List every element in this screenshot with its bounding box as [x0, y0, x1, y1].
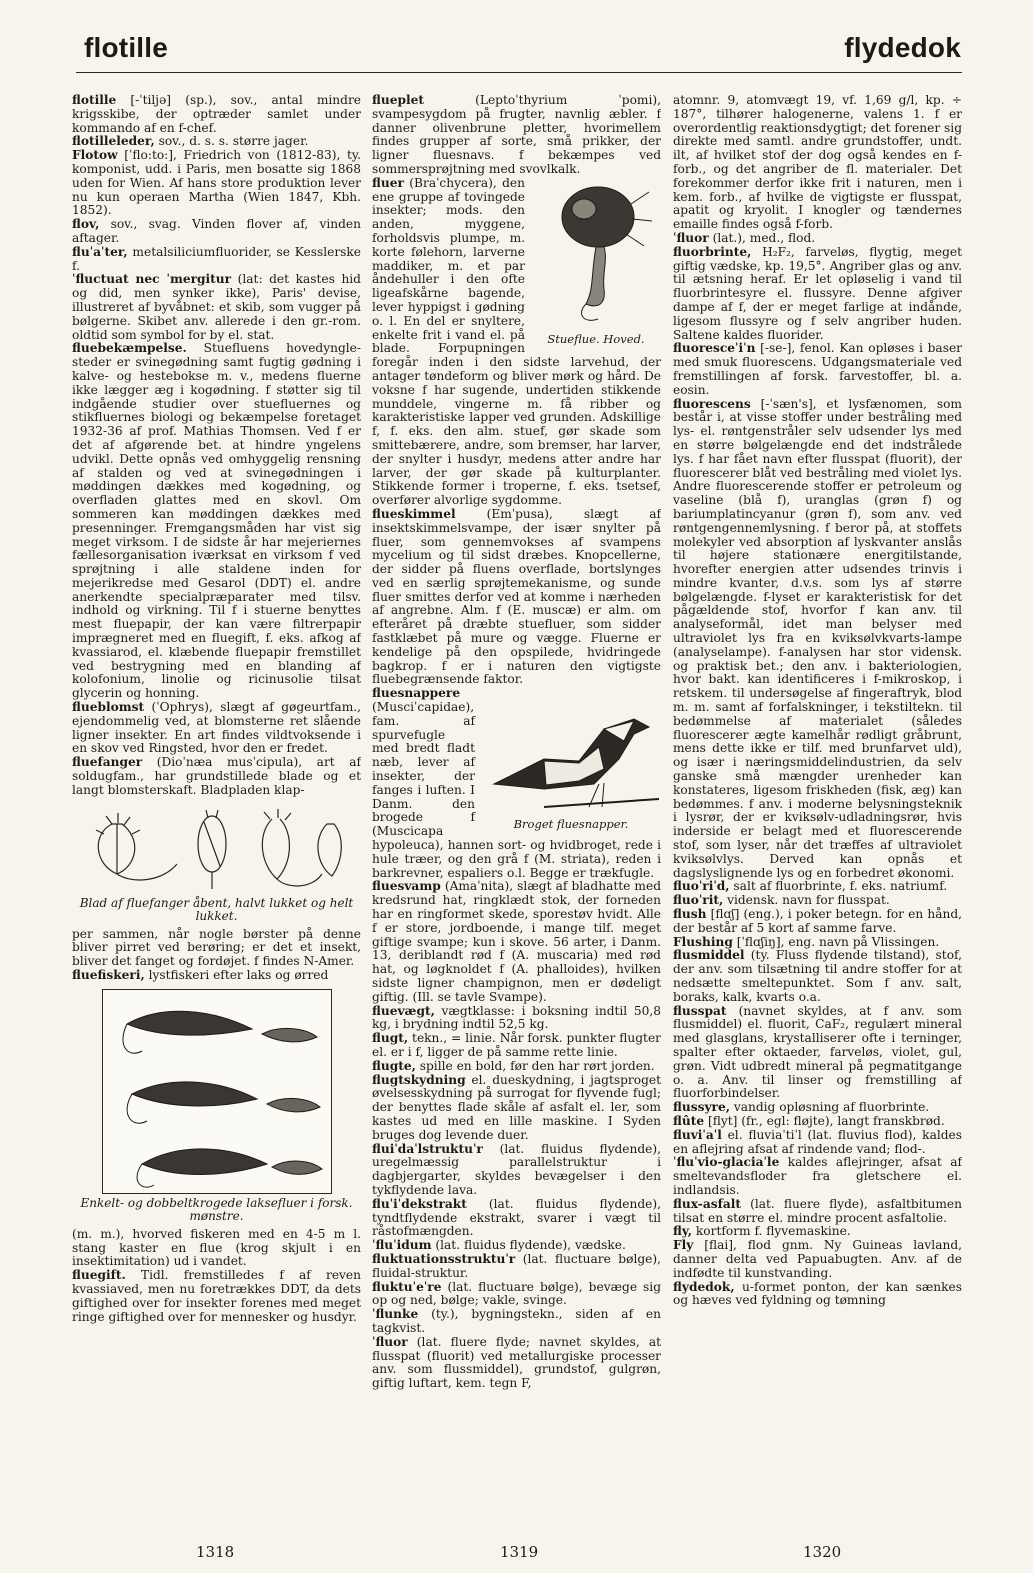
column-1	[72, 94, 361, 1514]
headword: fluˈiˈdekstrakt	[372, 1196, 467, 1211]
entry-text: [-se-], fenol. Kan opløses i baser med smuk fluorescens. Udgangsmateriale ved fremstillingen af forsk. farvestoffer, bl. a. eosin.	[673, 341, 962, 397]
headword: ˈfluˈvio-glaciaˈle	[673, 1155, 780, 1170]
headword: fluktuationsstruktuˈr	[372, 1251, 516, 1266]
dictionary-entry	[372, 1060, 661, 1074]
dictionary-entry	[72, 969, 361, 983]
dictionary-entry	[372, 1005, 661, 1033]
dictionary-entry	[372, 1032, 661, 1060]
entry-text: [flai], flod gnm. Ny Guineas lavland, danner delta ved Papuabugten. Anv. af de indfødte til kunstvanding.	[673, 1238, 962, 1280]
dictionary-entry	[72, 1228, 361, 1269]
entry-text: (lat. fluidus flydende), vædske.	[431, 1238, 626, 1253]
dictionary-entry	[673, 1156, 962, 1197]
headword: ˈflunke	[372, 1307, 419, 1322]
headword: flux-asfalt	[673, 1196, 741, 1211]
headword: ˈfluctuat nec ˈmergitur	[72, 272, 232, 287]
dictionary-entry	[372, 880, 661, 1004]
headword: ˈfluor	[372, 1334, 408, 1349]
dictionary-entry	[673, 1239, 962, 1280]
entry-text: (Leptoˈthyrium ˈpomi), svampesygdom på frugter, navnlig æbler. f danner olivenbrune pletter, hvorimellem findes grupper af sorte, små prikker, der ligner fluesnavs. f bekæmpes ved sommersprøjtning med svovlkalk.	[372, 94, 661, 176]
dictionary-entry	[72, 1269, 361, 1324]
headword: fluevægt,	[372, 1003, 435, 1018]
entry-text: vandig opløsning af fluorbrinte.	[729, 1100, 930, 1115]
figure-lakseflue	[72, 989, 361, 1223]
dictionary-entry	[673, 1005, 962, 1102]
headword: fluoˈrit,	[673, 893, 724, 908]
dictionary-entry	[72, 135, 361, 149]
page-number-1319: 1319	[500, 1543, 539, 1561]
headword: flov,	[72, 217, 100, 232]
salmon-flies-illustration	[102, 989, 332, 1194]
page-number-1318: 1318	[196, 1543, 235, 1561]
dictionary-entry	[673, 880, 962, 894]
dictionary-entry	[372, 94, 661, 177]
dictionary-entry	[372, 1074, 661, 1143]
dictionary-entry	[72, 756, 361, 797]
entry-text: (Dioˈnæa musˈcipula), art af soldugfam., har grundstillede blade og et langt blomsterskaft. Bladpladen klap-	[72, 755, 361, 797]
header-rule	[76, 72, 962, 73]
entry-text: vægtklasse: i boksning indtil 50,8 kg, i brydning indtil 52,5 kg.	[372, 1003, 661, 1032]
headword: Flotow	[72, 148, 118, 163]
entry-text: (lat. fluidus flydende), uregelmæssig parallelstruktur i dagbjergarter, skyldes bevægelser i den tykflydende lava.	[372, 1141, 661, 1197]
entry-text: Tidl. fremstilledes f af reven kvassiaved, men nu foretrækkes DDT, da dets giftighed over for insekter forenes med meget ringe giftighed over for mennesker og husdyr.	[72, 1268, 361, 1324]
dictionary-entry	[673, 342, 962, 397]
headword: flugte,	[372, 1058, 416, 1073]
dictionary-entry	[372, 1336, 661, 1391]
entry-text: metalsiliciumfluorider, se Kesslerske f.	[72, 244, 361, 273]
figure-lakseflue-caption: Enkelt- og dobbeltkrogede laksefluer i forsk. mønstre.	[80, 1195, 353, 1223]
figure-stueflue-caption: Stueflue. Hoved.	[547, 331, 645, 346]
headword: fluorescens	[673, 396, 751, 411]
column-3	[673, 94, 962, 1514]
entry-text: sov., d. s. s. større jager.	[154, 134, 309, 149]
dictionary-entry	[673, 1129, 962, 1157]
entry-text: (Amaˈnita), slægt af bladhatte med kredsrund hat, ringklædt stok, der forneden har en ringformet skede, sporestøv hvidt. Alle f er store, jordboende, i mange tilf. meget giftige svampe; kun i skove. 56 arter, i Danm. 13, deriblandt rød f (A. muscaria) med rød hat, og løgknoldet f (A. phalloides), hvilken sidste ligner champignon, men er dødeligt giftig. (Ill. se tavle Svampe).	[372, 879, 661, 1004]
headword: flusmiddel	[673, 948, 745, 963]
headword: flush	[673, 907, 707, 922]
running-head-right: flydedok	[844, 32, 961, 63]
entry-text: (lat. fluidus flydende), tyndtflydende ekstrakt, svarer i vægt til råstofmængden.	[372, 1196, 661, 1239]
figure-fluefanger-caption: Blad af fluefanger åbent, halvt lukket og helt lukket.	[79, 895, 354, 923]
entry-text: H₂F₂, farveløs, flygtig, meget giftig vædske, kp. 19,5°. Angriber glas og anv. til ætsning heraf. Er let opløselig i vand til fluorbrintesyre el. flussyre. Denne afgiver dampe af f, der er meget farlige at indånde, ligesom flussyre og f selv angriber huden. Saltene kaldes fluorider.	[673, 244, 962, 342]
entry-text: vidensk. navn for flusspat.	[723, 893, 890, 908]
entry-text: per sammen, når nogle børster på denne bliver pirret ved berøring; er det et insekt, bliver det fanget og fordøjet. f findes N-Amer.	[72, 926, 361, 969]
entry-text: (Braˈchycera), den ene gruppe af tovingede insekter; mods. den anden, myggene, forholdsvis plumpe, m. korte følehorn, larverne maddiker, m. et par åndehuller i den ofte ligeafskårne bagende, lever hyppigst i gødning o. l. En del er snyltere, enkelte frit i vand el. på blade. Forpupningen foregår inden i den sidste larvehud, der antager tøndeform og bliver mørk og hård. De voksne f har sugende, undertiden stikkende munddele, vingerne m. få ribber og karakteristiske lapper ved grunden. Adskillige f, f. eks. den alm. stuef, gør skade som smittebærere, andre, som bremser, har larver, der snylter i husdyr, medens atter andre har larver, der gør skade på kulturplanter. Stikkende former i troperne, f. eks. tsetsef, overfører alvorlige sygdomme.	[372, 175, 661, 508]
figure-fluesnapper	[481, 689, 661, 831]
dictionary-entry	[673, 1101, 962, 1115]
headword: flugtskydning	[372, 1072, 466, 1087]
headword: fluesvamp	[372, 879, 441, 894]
entry-text: atomnr. 9, atomvægt 19, vf. 1,69 g/l, kp. ÷ 187°, tilhører halogenerne, valens 1. f er overordentlig reaktionsdygtigt; det forener sig direkte med samtl. andre grundstoffer, undt. ilt, af hvilket stof der dog også kendes en f-forb., og det angriber de fl. materialer. Det forekommer derfor ikke frit i naturen, men i kem. forb., af hvilke de vigtigste er flusspat, apatit og kryolit. I knogler og tændernes emaille findes også f-forb.	[673, 94, 962, 232]
entry-text: Stuefluens hovedynglesteder er svinegødning samt fugtig gødning i kalve- og hestebokse m. v., medens fluerne ikke lægger æg i kogødning. f støtter sig til indgående studier over stuefluernes og stikfluernes biologi og bekæmpelse foretaget 1932-36 af prof. Mathias Thomsen. Ved f er det af afgørende bet. at hindre yngelens udvikl. Dette opnås ved omhyggelig rensning af stalden og ved at svinegødningen i møddingen dækkes med kogødning, og overfladen glattes med en skovl. Om sommeren kan møddingen dækkes med presenninger. Fremgangsmåden har vist sig meget virksom. I de sidste år har mejeriernes fællesorganisation iværksat en virksom f ved sprøjtning i alle staldene inden for mejerikredse med Gesarol (DDT) el. andre anerkendte specialpræparater med tilsv. indhold og virkning. Til f i stuerne benyttes mest fluepapir, der kan være filtrerpapir imprægneret med en fluegift, f. eks. afkog af kvassiarod, el. klæbende fluepapir fremstillet ved bestrygning med en blanding af kolofonium, linolie og ricinusolie tilsat glycerin og honning.	[72, 341, 361, 701]
dictionary-entry	[673, 1115, 962, 1129]
dictionary-entry	[673, 936, 962, 950]
dictionary-entry	[673, 246, 962, 343]
entry-text: (m. m.), hvorved fiskeren med en 4-5 m l. stang kaster en flue (krog skjult i en insektimitation) ud i vandet.	[72, 1226, 361, 1269]
headword: flotilleleder,	[72, 134, 155, 149]
figure-stueflue	[531, 179, 661, 346]
headword: fluefanger	[72, 755, 143, 770]
entry-text: (lat. fluere flyde; navnet skyldes, at flusspat (fluorit) ved metallurgiske processer anv. som flussmiddel), grundstof, gulgrøn, giftig luftart, kem. tegn F,	[372, 1334, 661, 1391]
dictionary-entry	[673, 908, 962, 936]
headword: flugt,	[372, 1031, 409, 1046]
entry-text: tekn., = linie. Når forsk. punkter flugter el. er i f, ligger de på samme rette linie.	[372, 1031, 661, 1059]
dictionary-entry	[72, 149, 361, 218]
headword: flueblomst	[72, 700, 145, 715]
figure-fluefanger	[72, 804, 361, 923]
entry-text: (lat. fluere flyde), asfaltbitumen tilsat en større el. mindre procent asfaltolie.	[673, 1196, 962, 1225]
dictionary-entry	[372, 508, 661, 687]
entry-text: spille en bold, før den har rørt jorden.	[415, 1058, 655, 1073]
pied-flycatcher-illustration	[484, 689, 659, 814]
dictionary-entry	[72, 273, 361, 342]
dictionary-entry	[372, 1143, 661, 1198]
headword: fluegift.	[72, 1268, 126, 1283]
headword: fluviˈaˈl	[673, 1127, 722, 1142]
headword: fluoresceˈiˈn	[673, 341, 756, 356]
dictionary-entry	[673, 949, 962, 1004]
entry-text: (ty.), bygningstekn., siden af en tagkvist.	[372, 1307, 661, 1335]
entry-text: (lat: det kastes hid og did, men synker ikke), Paris' devise, illustreret af byvåbnet: et skib, som vugger på bølgerne. Skibet anv. allerede i den gr.-rom. oldtid som symbol for by el. stat.	[72, 272, 361, 342]
entry-text: [-ˈtiljə] (sp.), sov., antal mindre krigsskibe, der optræder samlet under kommando af en f-chef.	[72, 94, 361, 135]
entry-text: [ˈflo:to:], Friedrich von (1812-83), ty. komponist, udd. i Paris, men bosatte sig 1868 uden for Wien. Af hans store produktion lever nu kun operaen Martha (Wien 1847, Kbh. 1852).	[72, 148, 361, 218]
dictionary-entry	[72, 218, 361, 246]
entry-text: (Musciˈcapidae), fam. af spurvefugle med bredt fladt næb, lever af insekter, der fanges i luften. I Danm. den brogede f (Muscicapa hypoleuca), hannen sort- og hvidbroget, rede i hule træer, og den grå f (M. striata), reden i barkrevner, espaliers o.l. Begge er trækfugle.	[372, 700, 661, 880]
headword: fluesnappere	[372, 686, 461, 701]
column-2	[372, 94, 661, 1514]
entry-text: el. dueskydning, i jagtsproget øvelsesskydning på surrogat for flyvende fugl; der benyttes flade skåle af asfalt el. ler, som kastes ud med en lille maskine. I Syden bruges dog levende duer.	[372, 1072, 661, 1142]
entry-text: kortform f. flyvemaskine.	[692, 1224, 851, 1239]
entry-text: [ˈflɑʃiŋ], eng. navn på Vlissingen.	[732, 934, 940, 949]
entry-text: (lat. fluctuare bølge), fluidal-struktur.	[372, 1251, 661, 1280]
headword: flussyre,	[673, 1100, 730, 1115]
entry-text: u-formet ponton, der kan sænkes og hæves ved fyldning og tømning	[673, 1279, 962, 1308]
headword: flueplet	[372, 94, 425, 107]
dictionary-entry	[372, 1253, 661, 1281]
dictionary-entry	[72, 94, 361, 135]
headword: fluorbrinte,	[673, 244, 752, 259]
dictionary-entry	[72, 342, 361, 701]
entry-text: (lat.), med., flod.	[708, 230, 816, 245]
entry-text: lystfiskeri efter laks og ørred	[144, 968, 329, 983]
headword: ˈfluor	[673, 230, 709, 245]
dictionary-entry	[372, 1239, 661, 1253]
headword: fluˈaˈter,	[72, 244, 128, 259]
entry-text: (ty. Fluss flydende tilstand), stof, der anv. som tilsætning til andre stoffer for at nedsætte smeltepunktet. Som f anv. salt, boraks, kalk, kvarts o.a.	[673, 948, 962, 1004]
headword: fluoˈriˈd,	[673, 879, 730, 894]
entry-text: (ˈOphrys), slægt af gøgeurtfam., ejendommelig ved, at blomsterne ret slående ligner insekter. En art findes vildtvoksende i en skov ved Ringsted, hvor den er fredet.	[72, 700, 361, 756]
entry-text: [flyt] (fr., egl: fløjte), langt franskbrød.	[704, 1113, 945, 1128]
dictionary-entry	[372, 1281, 661, 1309]
dictionary-entry	[72, 928, 361, 969]
headword: fluebekæmpelse.	[72, 341, 187, 356]
running-head-left: flotille	[84, 32, 169, 63]
headword: fluefiskeri,	[72, 968, 145, 983]
entry-text: (lat. fluctuare bølge), bevæge sig op og ned, bølge; vakle, svinge.	[372, 1279, 661, 1308]
headword: flûte	[673, 1113, 705, 1128]
dictionary-entry	[372, 1198, 661, 1239]
headword: ˈfluˈidum	[372, 1238, 432, 1253]
dictionary-entry	[372, 1308, 661, 1336]
headword: fly,	[673, 1224, 693, 1239]
headword: flotille	[72, 94, 117, 107]
headword: fluiˈdaˈlstruktuˈr	[372, 1141, 483, 1156]
entry-text: (navnet skyldes, at f anv. som flusmiddel) el. fluorit, CaF₂, regulært mineral med glasglans, krystalliserer ofte i terninger, spalter efter oktaeder, farveløs, violet, gul, grøn. Vidt udbredt mineral på pegmatitgange o. a. Anv. til linser og fremstilling af fluorforbindelser.	[673, 1003, 962, 1101]
headword: fluktuˈeˈre	[372, 1279, 442, 1294]
entry-text: (Emˈpusa), slægt af insektskimmelsvampe, der især snylter på fluer, som gennemvokses af svampens mycelium og til sidst dræbes. Knopcellerne, der sidder på fluens overflade, bortslynges ved en særlig sprøjtemekanisme, og sunde fluer smittes derfor ved at komme i nærheden af angrebne. Alm. f (E. muscæ) er alm. om efteråret på dræbte stuefluer, som sidder fastklæbet på mure og vægge. Fluerne er kendelige på den opspilede, hvidringede bagkrop. f er i naturen den vigtigste fluebegrænsende faktor.	[372, 506, 661, 687]
headword: fluer	[372, 175, 404, 190]
headword: flusspat	[673, 1003, 727, 1018]
page-number-1320: 1320	[803, 1543, 842, 1561]
headword: Flushing	[673, 934, 733, 949]
dictionary-entry	[673, 94, 962, 232]
entry-text: [-ˈsæn's], et lysfænomen, som består i, at visse stoffer under bestråling med lys- el. røntgenstråler selv udsender lys med en større bølgelængde end det indstrålede lys. f har fået navn efter flusspat (fluorit), der fluorescerer blåt ved bestråling med violet lys. Andre fluorescerende stoffer er petroleum og vaseline (blå f), uranglas (grøn f) og bariumplatincyanur (grøn f), som anv. ved røntgengennemlysning. f beror på, at stoffets molekyler ved absorption af lyskvanter anslås til højere stationære energitilstande, hvorefter energien atter udsendes trinvis i mindre kvanter, d.v.s. som lys af større bølgelængde. f-lyset er karakteristisk for det pågældende stof, hvorfor f kan anv. til analyseformål, idet man belyser med ultraviolet lys fra en kviksølvkvarts-lampe (analyselampe). f-analysen har stor vidensk. og praktisk bet.; den anv. i bakteriologien, hvor bakt. kan identificeres i f-mikroskop, i retskem. til undersøgelse af fingeraftryk, blod m. m. samt af forfalskninger, i tekstiltekn. til bedømmelse af materialet (således fluorescerer ægte kamelhår rødligt gråbrunt, mens dette ikke er tilf. med brunfarvet uld), og især i næringsmiddelindustrien, da selv ganske små mængder urenheder kan konstateres, ligesom friskheden (fisk, æg) kan bedømmes. f anv. i moderne belysningsteknik i lysrør, der er kviksølv-udladningsrør, hvis inderside er belagt med et fluorescerende stof, som lyser, når det træffes af ultraviolet kviksølvlys. Derved kan opnås et dagslyslignende lys og en forbedret økonomi.	[673, 396, 962, 880]
dictionary-entry	[673, 894, 962, 908]
dictionary-entry	[673, 1225, 962, 1239]
entry-text: [flɑʃ] (eng.), i poker betegn. for en hånd, der består af 5 kort af samme farve.	[673, 907, 962, 935]
fluefanger-leaves-illustration	[82, 804, 352, 894]
entry-text: salt af fluorbrinte, f. eks. natriumf.	[729, 879, 948, 894]
entry-text: kaldes aflejringer, afsat af smeltevandsfloder fra gletschere el. indlandsis.	[673, 1155, 962, 1197]
headword: Fly	[673, 1238, 694, 1253]
dictionary-entry	[673, 1198, 962, 1226]
entry-text: sov., svag. Vinden flover af, vinden aftager.	[72, 217, 361, 245]
dictionary-entry	[72, 701, 361, 756]
headword: flydedok,	[673, 1279, 735, 1294]
headword: flueskimmel	[372, 506, 456, 521]
figure-fluesnapper-caption: Broget fluesnapper.	[513, 817, 629, 832]
entry-text: el. fluviaˈtiˈl (lat. fluvius flod), kaldes en aflejring afsat af rindende vand; flod-.	[673, 1127, 962, 1156]
dictionary-entry	[673, 232, 962, 246]
housefly-head-illustration	[536, 179, 656, 329]
dictionary-entry	[72, 246, 361, 274]
dictionary-entry	[673, 1281, 962, 1309]
dictionary-entry	[673, 398, 962, 881]
